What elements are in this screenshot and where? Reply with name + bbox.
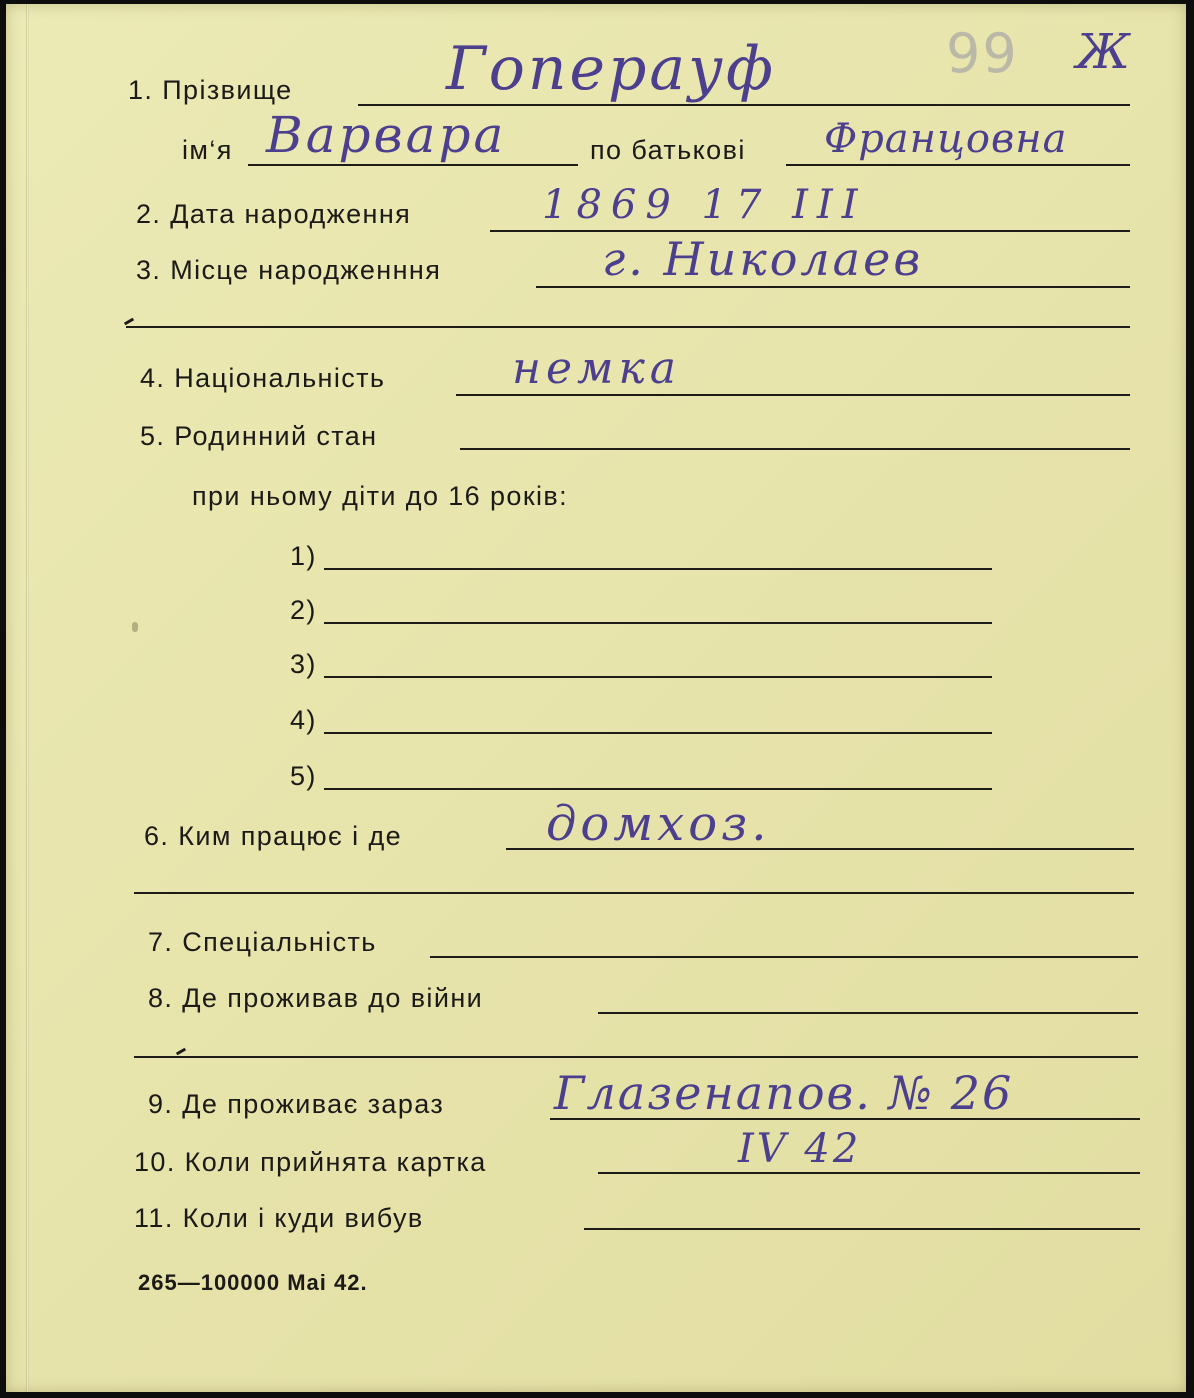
field-first-name [6,106,1186,172]
value-patronymic: Францовна [824,116,1068,162]
rule-occupation-continued [134,892,1134,894]
pencil-mark [124,318,134,326]
label-child-4: 4) [290,705,317,735]
label-children-heading: при ньому діти до 16 років: [192,481,569,511]
field-birth-date [6,176,1186,236]
rule-birth-place [536,286,1130,288]
rule-child-3 [324,676,992,678]
field-current-residence [6,1066,1186,1126]
rule-child-4 [324,732,992,734]
rule-first-name [248,164,578,166]
value-surname: Гоперауф [446,34,776,104]
rule-prewar-residence-continued [134,1056,1138,1058]
value-birth-date: 1869 17 III [542,182,867,228]
label-first-name: ім‘я [182,135,233,165]
label-child-3: 3) [290,649,317,679]
label-current-residence: 9. Де проживає зараз [148,1089,445,1119]
rule-patronymic [786,164,1130,166]
rule-child-2 [324,622,992,624]
value-birth-place: г. Николаев [602,232,924,286]
label-birth-date: 2. Дата народження [136,199,412,229]
child-row [6,738,1186,798]
label-occupation: 6. Ким працює і де [144,821,403,851]
rule-card-accepted [598,1172,1140,1174]
label-specialty: 7. Спеціальність [148,927,377,957]
field-prewar-residence [6,960,1186,1020]
label-child-2: 2) [290,595,317,625]
field-marital-status [6,398,1186,458]
label-prewar-residence: 8. Де проживав до війни [148,983,484,1013]
child-row [6,626,1186,686]
value-current-residence: Глазенапов. № 26 [554,1066,1014,1120]
label-child-1: 1) [290,541,317,571]
value-occupation: домхоз. [546,796,771,852]
field-occupation [6,798,1186,858]
value-first-name: Варвара [266,106,507,164]
rule-specialty [430,956,1138,958]
field-nationality [6,340,1186,400]
label-nationality: 4. Національність [140,363,386,393]
rule-birth-place-continued [126,326,1130,328]
rule-child-5 [324,788,992,790]
field-surname [6,34,1186,112]
label-patronymic: по батькові [590,135,746,165]
child-row [6,572,1186,632]
field-specialty [6,904,1186,964]
archive-letter: Ж [1076,24,1133,80]
label-birth-place: 3. Місце народженння [136,255,442,285]
field-birth-place [6,232,1186,292]
value-card-accepted: IV 42 [738,1126,862,1172]
rule-child-1 [324,568,992,570]
label-departure: 11. Коли і куди вибув [134,1203,424,1233]
registration-card [6,4,1186,1392]
child-row [6,518,1186,578]
archive-number: 99 [946,22,1019,85]
label-surname: 1. Прізвище [128,75,293,105]
child-row [6,682,1186,742]
rule-marital-status [460,448,1130,450]
field-departure [6,1180,1186,1240]
field-card-accepted [6,1124,1186,1184]
pencil-mark [176,1048,186,1056]
rule-nationality [456,394,1130,396]
label-child-5: 5) [290,761,317,791]
children-heading [6,458,1186,518]
label-card-accepted: 10. Коли прийнята картка [134,1147,487,1177]
value-nationality: немка [512,343,682,394]
rule-departure [584,1228,1140,1230]
rule-prewar-residence [598,1012,1138,1014]
print-code: 265—100000 Mai 42. [138,1270,368,1295]
paper-speck [132,622,138,632]
label-marital-status: 5. Родинний стан [140,421,378,451]
